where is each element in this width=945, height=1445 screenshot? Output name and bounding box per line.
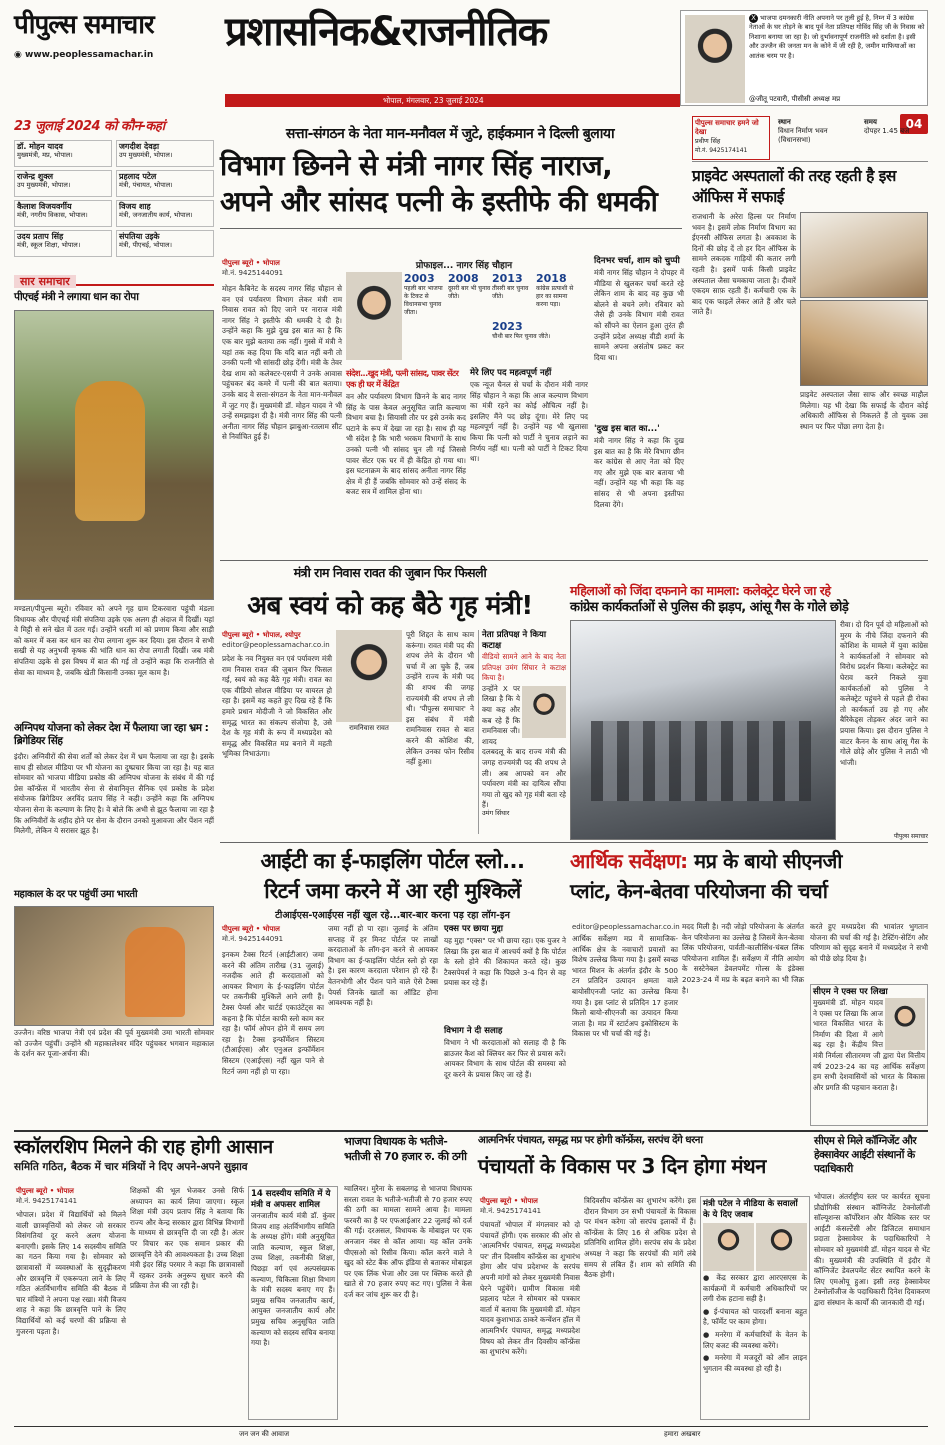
efiling-headline-2: रिटर्न जमा करने में आ रही मुश्किलें — [264, 879, 521, 903]
lead-bureau: पीपुल्स ब्यूरो • भोपाल — [222, 259, 280, 267]
who-where-role: मंत्री, पंचायत, भोपाल। — [119, 181, 173, 189]
milestone-item — [492, 272, 536, 318]
qa-item-text: मनरेगा में मजदूरों को ऑन लाइन भुगतान की व्यवस्था हो रही है। — [703, 1353, 807, 1373]
milestone-text: कांग्रेस प्रत्याशी से हार का सामना करना पड़ा। — [536, 285, 574, 308]
lead-byline — [222, 258, 342, 278]
office-mobile: मो.नं. 9425174141 — [695, 147, 748, 154]
paper-logo: पीपुल्स समाचार — [14, 10, 154, 40]
committee-head: 14 सदस्यीय समिति में ये मंत्री व अफसर शामिल — [251, 1189, 331, 1210]
lead-body: मोहन कैबिनेट के सदस्य नागर सिंह चौहान से वन एवं पर्यावरण विभाग लेकर मंत्री राम निवास रावत को दिए जाने पर नाराज मंत्री नागर सिंह ने इस्तीफे की धमकी दे दी है। उन्होंने कहा कि मुझे दुख इस बात का है कि एक बार मुझे बताया तक नहीं। गुस्से में मंत्री ने यहां तक कह दिया कि यदि बात नहीं बनी तो उनकी पत्नी भी सांसदी छोड़ देंगी। मंत्री के तेवर देख शाम को कलेक्टर-एसपी ने उनके आवास पहुंचकर बंद कमरे में पत्नी की बात बताया। उनके बाद वे सत्ता-संगठन के नेता मान-मनौवल में जुट गए हैं। मुख्यमंत्री डॉ. मोहन यादव ने भी उन्हें समझाइश दी है। मंत्री नागर सिंह की पत्नी अनीता नागर सिंह चौहान झाबुआ-रतलाम सीट से निर्वाचित हुई हैं। — [222, 284, 342, 442]
efiling-body: इनकम टैक्स रिटर्न (आईटीआर) जमा करने की अंतिम तारीख (31 जुलाई) नजदीक आते ही करदाताओं को आयकर विभाग के ई-फाइलिंग पोर्टल पर तकनीकी मुश्किलें आने लगी हैं। टैक्स पेयर्स और चार्टर्ड एकाउंटेंट्स का कहना है कि पोर्टल काफी स्लो काम कर रहा है। फॉर्म ओपन होने में समय लग रहा है। टैक्स इन्फॉर्मेशन सिस्टम (टीआईएस) और एनुअल इन्फॉर्मेशन सिस्टम (एआईएस) नहीं खुल पाने से रिटर्न जमा नहीं हो पा रहा। — [222, 950, 324, 1076]
qa-item — [703, 1273, 807, 1305]
who-where-title: 23 जुलाई 2024 को कौन-कहां — [14, 119, 165, 134]
din-head: दिनभर चर्चा, शाम को चुप्पी — [594, 256, 680, 266]
patel-qa-box — [700, 1196, 810, 1420]
milestone-item — [448, 272, 492, 318]
office-photo-2 — [800, 300, 928, 386]
survey-body: आर्थिक सर्वेक्षण मप्र में सामाजिक-आर्थिक क्षेत्र के नवाचारों प्रयासों का विशेष उल्लेख किया गया है। इसमें स्वच्छ भारत मिशन के अंतर्गत इंदौर के 500 टन प्रतिदिन उत्पादन क्षमता वाले बायोसीएनजी प्लांट का उल्लेख किया गया है। इस प्लांट से प्रतिदिन 17 हजार किलो बायो-सीएनजी का उत्पादन किया जाता है। मप्र में स्टार्टअप इकोसिस्टम के विकास पर भी चर्चा की गई है। — [572, 934, 678, 1039]
lead-mobile: मो.नं. 9425144091 — [222, 269, 284, 277]
rawat-body: प्रदेश के नव नियुक्त वन एवं पर्यावरण मंत्री राम निवास रावत की जुबान फिर फिसल गई, स्वयं को कह बैठे गृह मंत्री। रावत का एक वीडियो सोशल मीडिया पर वायरल हो रहा है। इसमें वह कहते हुए दिख रहे हैं कि हमारे प्रधान मोदीजी ने जो विकसित और समृद्ध भारत का संकल्प संजोया है, उसे देश के गृह मंत्री के रूप में मध्यप्रदेश को समृद्ध और विकसित मप्र बनाने में महती भूमिका निभाऊंगा। — [222, 654, 332, 759]
who-where-name: जगदीश देवड़ा — [119, 142, 160, 151]
saar-headline: पीएचई मंत्री ने लगाया धान का रोपा — [14, 291, 139, 303]
umang-photo — [522, 686, 566, 738]
hexaware-body: भोपाल। अंतर्राष्ट्रीय स्तर पर कार्यरत सूचना प्रौद्योगिकी संस्थान कॉग्निजेंट टेक्नोलॉजी सॉल्यूशन्स कॉर्पोरेशन और वैश्विक स्तर पर आईटी कंसल्टेंसी और डिजिटल समाधान प्रदाता हेक्सावेयर के पदाधिकारियों ने सोमवार को मुख्यमंत्री डॉ. मोहन यादव से भेंट की। मुख्यमंत्री की उपस्थिति में इंदौर में कॉग्निजेंट डेवलपमेंट सेंटर स्थापित करने के लिए एमओयू हुआ। इसी तरह हेक्सावेयर टेक्नोलॉजीज के पदाधिकारी दिनेश दिवाकरण द्वारा संस्थान के कार्यों की जानकारी दी गई। — [814, 1192, 930, 1307]
patel-photo — [703, 1223, 754, 1271]
vibhag-body: विभाग ने भी करदाताओं को सलाह दी है कि ब्राउजर कैश को क्लियर कर फिर से प्रयास करें। आयकर विभाग के साथ पोर्टल की समस्या को दूर करने के प्रयास किए जा रहे हैं। — [444, 1038, 566, 1079]
press-photo — [756, 1223, 807, 1271]
buried-body: रीवा। दो दिन पूर्व दो महिलाओं को मुरम के नीचे जिंदा दफनाने की कोशिश के मामले में युवा कांग्रेस ने कार्यकर्ताओं ने सोमवार को विरोध प्रदर्शन किया। कलेक्ट्रेट का घेराव करने निकले युवा कार्यकर्ताओं को पुलिस ने कलेक्ट्रेट पहुंचने से पहले ही रोका तो कार्यकर्ता उग्र हो गए और बैरिकेड्स तोड़कर अंदर जाने का प्रयास किया। इस दौरान पुलिस ने वाटर कैनन के साथ आंसू गैस के गोले छोड़े और पुलिस ने लाठी भी भांजी। — [840, 620, 928, 767]
who-where-item — [14, 230, 112, 257]
who-where-role: उप मुख्यमंत्री, भोपाल। — [17, 181, 71, 189]
woman-figure — [75, 381, 145, 521]
qa-item-text: केंद्र सरकार द्वारा आरएसएस के कार्यक्रमों में कर्मचारी अधिकारियों पर लगी रोक हटाना सही है। — [703, 1273, 807, 1304]
who-where-role: मंत्री, स्कूल शिक्षा, भोपाल। — [17, 241, 81, 249]
committee-box — [248, 1186, 338, 1420]
who-where-name: उदय प्रताप सिंह — [17, 232, 64, 241]
lead-headline-2: अपने और सांसद पत्नी के इस्तीफे की धमकी — [220, 185, 658, 218]
panchayat-bureau: पीपुल्स ब्यूरो • भोपाल — [480, 1197, 538, 1205]
milestone-year: 2013 — [492, 272, 523, 285]
office-caption: प्राइवेट अस्पताल जैसा साफ और स्वच्छ माहौल मिलेगा। यह भी देखा कि सफाई के दौरान कोई अधिकारी ऑफिस से निकलते हैं तो युवक उस स्थान पर फिर पोंछा लगा देता है। — [800, 390, 928, 431]
scholarship-deck: समिति गठित, बैठक में चार मंत्रियों ने दिए अपने-अपने सुझाव — [14, 1161, 248, 1173]
office-headline: प्राइवेट अस्पतालों की तरह रहती है इस ऑफिस में सफाई — [692, 167, 896, 206]
who-where-item — [116, 230, 214, 257]
office-badge — [692, 116, 770, 160]
who-where-grid — [14, 140, 214, 257]
office-header — [692, 116, 928, 162]
bullet-icon: ● — [703, 1329, 716, 1339]
who-where-item — [116, 170, 214, 197]
leader-photo — [685, 15, 745, 103]
mahakal-headline: महाकाल के दर पर पहुंचीं उमा भारती — [14, 889, 138, 900]
milestone-text: दूसरी बार भी चुनाव जीते। — [448, 285, 491, 300]
who-where-name: डॉ. मोहन यादव — [17, 142, 63, 151]
uma-figure — [125, 927, 185, 1017]
time-label: समय — [864, 118, 877, 126]
sandesh-body: वन और पर्यावरण विभाग छिनने के बाद नागर सिंह के पास केवल अनुसूचित जाति कल्याण विभाग बचा है। सियासी तौर पर इसे उनके कद घटाने के रूप में देखा जा रहा है। साथ ही यह भी संदेश है कि भारी भरकम विभागों के साथ उनको पत्नी भी सांसद चुन ली गई जिससे पावर सेंटर एक घर में ही केंद्रित हो गया था। इस घटनाक्रम के बाद सांसद अनीता नागर सिंह क्षेत्र में ही हैं जबकि सोमवार को उन्हें संसद के बजट सत्र में शामिल होना था। — [346, 392, 466, 497]
agniveer-headline: अग्निपथ योजना को लेकर देश में फैलाया जा रहा भ्रम : ब्रिगेडियर सिंह — [14, 722, 209, 747]
rawat-headline: अब स्वयं को कह बैठे गृह मंत्री! — [247, 591, 533, 621]
qa-item — [703, 1307, 807, 1328]
cm-x-box — [810, 984, 928, 1126]
who-where-role: मंत्री, जनजातीय कार्य, भोपाल। — [119, 211, 193, 219]
milestone-item — [536, 272, 580, 318]
dukh-head: 'दुख इस बात का...' — [594, 424, 660, 434]
who-where-role: मंत्री, पीएचई, भोपाल। — [119, 241, 172, 249]
efiling-deck: टीआईएस-एआईएस नहीं खुल रहे...बार-बार करना पड़ रहा लॉग-इन — [275, 910, 510, 921]
saar-label-bar — [14, 270, 214, 286]
katakash-box — [478, 630, 566, 834]
qa-item-text: ई-पंचायत को पारदर्शी बनाना बहुत है, फॉर्मेट पर काम होगा। — [703, 1306, 807, 1327]
rawat-photo-caption: रामनिवास रावत — [349, 724, 389, 732]
saar-body: मण्डला/पीपुल्स ब्यूरो। रविवार को अपने गृह ग्राम टिकरवारा पहुंची मंडला विधायक और पीएचई मंत्री संपतिया उइके एक अलग ही अंदाज में दिखीं। यहां वे मिट्टी से सने खेत में उतर गईं। उन्होंने धरती मां को प्रणाम किया और साड़ी को कमर में कस कर धान का रोपा लगाना शुरू कर दिया। इस दौरान वे सभी सखी से यह अनुभवी कृषक की भांति धान का रोपा लगाती दिखीं। जब मंत्री संपतिया उइके से इस विषय में बात की गई तो उन्होंने कहा कि राजनीति से सेवा का माध्यम है, जबकि खेती किसानी उनका मूल काम है। — [14, 604, 214, 677]
milestone-text: पहली बार भाजपा के टिकट से विधानसभा चुनाव जीता। — [404, 285, 443, 316]
milestone-year: 2023 — [492, 320, 523, 333]
umang-caption: उमंग सिंघार — [482, 808, 510, 817]
site-url[interactable]: www.peoplessamachar.in — [25, 50, 154, 60]
rawat-kicker: मंत्री राम निवास रावत की जुबान फिर फिसली — [293, 565, 487, 580]
patel-qa-head: मंत्री पटेल ने मीडिया के सवालों के ये दिए जवाब — [703, 1199, 798, 1220]
qa-item — [703, 1330, 807, 1351]
who-where-item — [116, 200, 214, 227]
buried-kicker: महिलाओं को जिंदा दफनाने का मामला: कलेक्ट्रेट घेरने जा रहे — [570, 583, 831, 598]
agniveer-body: इंदौर। अग्निवीरों की सेवा शर्तों को लेकर देश में भ्रम फैलाया जा रहा है। इसके साथ ही सोशल मीडिया पर भी योजना का दुष्प्रचार किया जा रहा है। यह बात सोमवार को भाजपा मीडिया प्रकोष्ठ की अग्निपथ योजना के संबंध में की गई प्रेस कॉन्फ्रेंस में भारतीय सेना से सेवानिवृत्त सैनिक एवं प्रकोष्ठ के प्रदेश संयोजक ब्रिगेडियर अरविंद प्रताप सिंह ने कही। उन्होंने कहा कि अग्निपथ योजना सेना के कल्याण के लिए है। वे बोले कि अभी से झूठ फैलाया जा रहा है कि अग्निवीरों के शहीद होने पर सेना के दौरान उनको मुआवजा और पेंशन नहीं मिलेगी, लेकिन ये सरासर झूठ है। — [14, 752, 214, 836]
lead-kicker: सत्ता-संगठन के नेता मान-मनौवल में जुटे, हाईकमान ने दिल्ली बुलाया — [285, 126, 615, 142]
cm-x-body: मुख्यमंत्री डॉ. मोहन यादव ने एक्स पर लिखा कि आज भारत विकसित भारत के निर्माण की दिशा में आगे बढ़ रहा है। केंद्रीय वित्त मंत्री निर्मला सीतारमण जी द्वारा पेश वित्तीय वर्ष 2023-24 का यह आर्थिक सर्वेक्षण हम सभी देशवासियों को भारत के विकास और प्रगति की पहचान कराता है। — [813, 998, 925, 1092]
qa-item-text: मनरेगा में कर्मचारियों के वेतन के लिए बजट की व्यवस्था करेंगे। — [703, 1329, 807, 1350]
survey-title-line — [570, 846, 930, 876]
office-photo-1 — [800, 212, 928, 298]
panchayat-body: पंचायतों भोपाल में मंगलवार को दो पंचायतें होंगी। एक सरकार की ओर से 'आत्मनिर्भर पंचायत, समृद्ध मध्यप्रदेश पर' तीन दिवसीय कॉन्फ्रेंस का शुभारंभ होगा और पांच प्रदेशभर के सरपंच अपनी मांगों को लेकर मुख्यमंत्री निवास घेरने पहुंचेंगे। ग्रामीण विकास मंत्री प्रहलाद पटेल ने सोमवार को पत्रकार वार्ता में बताया कि मुख्यमंत्री डॉ. मोहन यादव कुशाभाऊ ठाकरे कन्वेंशन हॉल में आत्मनिर्भर पंचायत, समृद्ध मध्यप्रदेश विषय को लेकर तीन दिवसीय कॉन्फ्रेंस का शुभारंभ करेंगे। — [480, 1220, 580, 1357]
section-title: प्रशासनिक&राजनीतिक — [225, 9, 547, 55]
who-where-box — [14, 118, 214, 266]
survey-body-3: करते हुए मध्यप्रदेश की भावांतर भुगतान योजना की चर्चा की गई है। टेस्टिंग-सेटिंग और परिणाम को सुदृढ़ बनाने में मध्यप्रदेश ने सभी को पीछे छोड़ दिया है। — [810, 922, 928, 963]
who-where-name: विजय शाह — [119, 202, 151, 211]
mahakal-photo — [14, 906, 214, 1026]
cm-photo — [885, 998, 925, 1050]
cm-x-head: सीएम ने एक्स पर लिखा — [813, 987, 888, 997]
dateline: भोपाल, मंगलवार, 23 जुलाई 2024 — [225, 94, 680, 107]
fraud-body: ग्वालियर। मुरैना के सबलगढ़ से भाजपा विधायक सरला रावत के भतीजे-भतीजी से 70 हजार रुपए की ठगी का मामला सामने आया है। मामला फरवरी का है पर एफआईआर 22 जुलाई को दर्ज की गई। दरअसल, विधायक के मोबाइल पर एक अनजान नंबर से कॉल आया। यह कॉल उनके पीएसओ को रिसीव किया। कॉल करने वाले ने खुद को स्टेट बैंक ऑफ इंडिया से बताकर मोबाइल पर एक लिंक भेजा और उस पर क्लिक करते ही खाते से 70 हजार रुपए कट गए। पुलिस ने केस दर्ज कर जांच शुरू कर दी है। — [344, 1184, 472, 1299]
office-body: राजधानी के अरेरा हिल्स पर निर्माण भवन है। इसमें लोक निर्माण विभाग का ईएनसी ऑफिस लगता है। अवकाश के दिनों की छोड़ दें तो हर दिन ऑफिस के सामने लकदक गाड़ियों की कतार लगी रहती है। इसमें पार्क किसी प्राइवेट अस्पताल जैसा चमकाया जाता है। दीवारें एकदम साफ़ रहती हैं। कर्मचारी एक के बाद एक फाइलें लेकर आते हैं और चले जाते हैं। — [692, 212, 796, 317]
profile-title: प्रोफाइल... नागर सिंह चौहान — [415, 261, 513, 271]
nagar-singh-photo — [346, 272, 402, 360]
efiling-bureau: पीपुल्स ब्यूरो • भोपाल — [222, 925, 280, 933]
milestone-year: 2003 — [404, 272, 435, 285]
paddy-photo — [14, 310, 214, 600]
bullet-icon: ● — [703, 1273, 717, 1282]
survey-body-2: मदद मिली है। नदी जोड़ो परियोजना के अंतर्गत केन परियोजना का उल्लेख है जिसमें केन-बेतवा लिंक परियोजना, पार्वती-कालीसिंध-चंबल लिंक परियोजना शामिल हैं। सर्वेक्षण में नीति आयोग के सस्टेनेबल डेवलपमेंट गोल्स के इंडेक्स 2023-24 में मप्र के बढ़त बनाने का भी जिक्र है। — [682, 922, 804, 995]
bullet-icon: ● — [703, 1353, 715, 1363]
place-label: स्थान — [778, 118, 791, 126]
milestone-year: 2008 — [448, 272, 479, 285]
vibhag-head: विभाग ने दी सलाह — [444, 1026, 503, 1036]
who-where-item — [14, 140, 112, 167]
rawat-bureau: पीपुल्स ब्यूरो • भोपाल, श्योपुर — [222, 631, 301, 639]
efiling-x-head: एक्स पर छाया मुद्दा — [444, 924, 503, 934]
who-where-name: कैलाश विजयवर्गीय — [17, 202, 72, 211]
who-where-name: संपतिया उइके — [119, 232, 160, 241]
office-badge-sub: प्रवीण सिंह — [695, 137, 721, 145]
lead-headline-1: विभाग छिनने से मंत्री नागर सिंह नाराज, — [220, 149, 613, 182]
place-value: विधान निर्माण भवन (विधानसभा) — [778, 127, 828, 144]
tweet-text: भाजपा दमनकारी नीति अपनाने पर तुली हुई है, निम्न में 3 कांग्रेस नेताओं के घर तोड़ने के बाद पूर्व नेता प्रतिपक्ष गोविंद सिंह जी के निवास को निशाना बनाया जा रहा है। जो दुर्भावनापूर्ण राजनीति को दर्शाता है। इसी और उज्जैन की जनता मन के कोने में जी रही है, जमीन माफियाओं का आतंक चरम पर है। — [749, 14, 925, 60]
efiling-x-body: यह मुद्दा "एक्स" पर भी छाया रहा। एक युजर ने लिखा कि इस बात में आश्चर्य क्यों है कि पोर्टल के स्लो होने की शिकायत करते रहे। कुछ टैक्सपेयर्स ने कहा कि पिछले 3-4 दिन से वह प्रयास कर रहे हैं। — [444, 936, 566, 988]
crowd-figures — [591, 721, 811, 801]
rawat-email: editor@peoplessamachar.co.in — [222, 641, 330, 649]
office-badge-text: पीपुल्स समाचार हमने जो देखा — [695, 119, 759, 136]
panchayat-kicker: आत्मनिर्भर पंचायत, समृद्ध मप्र पर होगी कॉन्फ्रेंस, सरपंच देंगे धरना — [478, 1135, 703, 1146]
footer-right: हमारा अखबार — [664, 1430, 701, 1438]
milestone-text: चौथी बार फिर चुनाव जीते। — [492, 333, 551, 340]
time-value: दोपहर 1.45 बजे — [864, 127, 910, 135]
who-where-name: राजेन्द्र शुक्ल — [17, 172, 54, 181]
who-where-role: मुख्यमंत्री, मप्र, भोपाल। — [17, 151, 73, 159]
buried-credit: पीपुल्स समाचार — [893, 833, 928, 840]
mere-head: मेरे लिए पद महत्वपूर्ण नहीं — [470, 368, 552, 378]
committee-body: जनजातीय कार्य मंत्री डॉ. कुंवर विजय शाह अंतर्विभागीय समिति के अध्यक्ष होंगे। मंत्री अनुसूचित जाति कल्याण, स्कूल शिक्षा, उच्च शिक्षा, तकनीकी शिक्षा, पिछड़ा वर्ग एवं अल्पसंख्यक कल्याण, चिकित्सा शिक्षा विभाग के मंत्री सदस्य बनाए गए हैं। प्रमुख सचिव जनजातीय कार्य, आयुक्त जनजातीय कार्य और प्रमुख सचिव अनुसूचित जाति कल्याण को सदस्य सचिव बनाया गया है। — [251, 1211, 335, 1348]
survey-email: editor@peoplessamachar.co.in — [572, 923, 680, 931]
survey-label: आर्थिक सर्वेक्षण: — [570, 849, 688, 873]
who-where-role: उप मुख्यमंत्री, भोपाल। — [119, 151, 173, 159]
tweet-box — [680, 10, 928, 106]
milestone-text: तीसरी बार चुनाव जीते। — [492, 285, 529, 300]
survey-headline-2: प्लांट, केन-बेतवा परियोजना की चर्चा — [570, 879, 828, 903]
efiling-mobile: मो.नं. 9425144091 — [222, 935, 284, 943]
scholarship-bureau: पीपुल्स ब्यूरो • भोपाल — [16, 1187, 74, 1195]
masthead-logo — [14, 8, 214, 58]
dukh-body: मंत्री नागर सिंह ने कहा कि दुख इस बात का है कि मेरे विभाग छीन कर कांग्रेस से आए नेता को दिए गए और मुझे एक बार बताया भी नहीं। उन्होंने यह भी कहा कि वह सांसद से भी अपना इस्तीफा दिलवा देंगे। — [594, 436, 684, 509]
hexaware-headline: सीएम से मिले कॉग्निजेंट और हेक्सावेयर आईटी संस्थानों के पदाधिकारी — [814, 1135, 917, 1175]
tweet-author: @जीतू पटवारी, पीसीसी अध्यक्ष मप्र — [749, 95, 841, 103]
page-number: 04 — [900, 114, 928, 134]
who-where-role: मंत्री, नगरीय विकास, भोपाल। — [17, 211, 88, 219]
footer-left: जन जन की आवाज — [239, 1430, 290, 1438]
katakash-body: उन्होंने X पर लिखा है कि ये क्या कह और कब रहे हैं कि रामनिवास जी। शायद दलबदलू के बाद राज्य मंत्री की जगह राज्यमंत्री पद की शपथ ले ली। अब आपको वन और पर्यावरण मंत्री का दायित्व सौंपा गया तो खुद को गृह मंत्री बता रहे हैं। — [482, 683, 566, 810]
profile-milestones — [404, 272, 584, 366]
buried-headline: कांग्रेस कार्यकर्ताओं से पुलिस की झड़प, आंसू गैस के गोले छोड़े — [570, 600, 849, 615]
katakash-headline: नेता प्रतिपक्ष ने किया कटाक्ष — [482, 630, 547, 651]
saar-label: सार समाचार — [14, 275, 76, 288]
who-where-name: प्रहलाद पटेल — [119, 172, 157, 181]
milestone-item — [492, 320, 580, 366]
bullet-icon: ● — [703, 1306, 714, 1316]
mere-body: एक न्यूज चैनल से चर्चा के दौरान मंत्री नागर सिंह चौहान ने कहा कि आज कल्याण विभाग का मंत्री रहने का कोई औचित्य नहीं है। इसलिए मैंने पद छोड़ दूंगा। मेरे लिए पद महत्वपूर्ण नहीं है। उन्होंने यह भी खुलासा किया कि पत्नी को पार्टी ने चुनाव लड़ाने का निर्णय नहीं था। पत्नी को पार्टी ने टिकट दिया था। — [470, 380, 588, 464]
mahakal-body: उज्जैन। वरिष्ठ भाजपा नेत्री एवं प्रदेश की पूर्व मुख्यमंत्री उमा भारती सोमवार को उज्जैन पहुंचीं। उन्होंने श्री महाकालेश्वर मंदिर पहुंचकर भगवान महाकाल के दर्शन कर पूजा-अर्चना की। — [14, 1028, 214, 1059]
efiling-body-2: जमा नहीं हो पा रहा। जुलाई के अंतिम सप्ताह में हर मिनट पोर्टल पर लाखों करदाताओं के लॉग-इन करने से आयकर विभाग का ई-फाइलिंग पोर्टल स्लो हो रहा है। इस कारण करदाता परेशान हो रहे हैं। वेतनभोगी और पेंशन पाने वाले ऐसे टैक्स पेयर्स जिनके खातों का ऑडिट होना आवश्यक नहीं है। — [328, 924, 438, 1008]
panchayat-body-2: त्रिदिवसीय कॉन्फ्रेंस का शुभारंभ करेंगे। इस दौरान विभाग उन सभी पंचायतों के विकास पर मंथन करेगा जो सरपंच इलाकों में हैं। कॉन्फ्रेंस के लिए 16 से अधिक प्रदेश से प्रतिनिधि शामिल होंगे। सरपंच संघ के प्रदेश अध्यक्ष ने कहा कि सरपंचों की मांगें लंबे समय से लंबित हैं। शाम को समिति की बैठक होगी। — [584, 1196, 696, 1280]
who-where-item — [14, 200, 112, 227]
panchayat-headline: पंचायतों के विकास पर 3 दिन होगा मंथन — [478, 1154, 766, 1178]
efiling-headline-1: आईटी का ई-फाइलिंग पोर्टल स्लो... — [260, 849, 525, 873]
milestone-year: 2018 — [536, 272, 567, 285]
sandesh-head: संदेश...खुद मंत्री, पत्नी सांसद, पावर सेंटर एक ही घर में केंद्रित — [346, 368, 459, 389]
panchayat-mobile: मो.नं. 9425174141 — [480, 1207, 542, 1215]
footer — [14, 1426, 928, 1440]
katakash-sub: वीडियो सामने आने के बाद नेता प्रतिपक्ष उमंग सिंघार ने कटाक्ष किया है। — [482, 652, 566, 683]
scholarship-headline: स्कॉलरशिप मिलने की राह होगी आसान — [14, 1136, 273, 1158]
who-where-item — [14, 170, 112, 197]
x-logo-icon: X — [749, 14, 758, 23]
who-where-item — [116, 140, 214, 167]
patel-qa-list — [703, 1273, 807, 1409]
survey-headline-1: मप्र के बायो सीएनजी — [694, 849, 842, 873]
scholarship-mobile: मो.नं. 9425174141 — [16, 1197, 78, 1205]
din-body: मंत्री नागर सिंह चौहान ने दोपहर में मीडिया से खुलकर चर्चा करते रहे लेकिन शाम के बाद वह कुछ भी बोलने से बचने लगे। रविवार को जैसे ही उनके विभाग मंत्री रावत को सौंपने का ऐलान हुआ तुरंत ही उन्होंने प्रदेश अध्यक्ष वीडी शर्मा के सामने अपना असंतोष प्रकट कर दिया था। — [594, 268, 684, 362]
globe-icon: ◉ — [14, 50, 22, 60]
scholarship-body-2: शिक्षकों की भूल भेजकर उनसे सिर्फ अध्यापन का कार्य लिया जाएगा। स्कूल शिक्षा मंत्री उदय प्रताप सिंह ने बताया कि राज्य और केन्द्र सरकार द्वारा विभिन्न विभागों के माध्यम से छात्रवृत्ति दी जा रही है। अंतर पर विचार कर एक समान प्रकार की छात्रवृत्ति देने की आवश्यकता है। उच्च शिक्षा मंत्री इंदर सिंह परमार ने कहा कि छात्रावासों में रहकर उनके अनुरूप सुधार करने की प्रक्रिया तेज की जा रही है। — [130, 1186, 244, 1291]
milestone-item — [404, 272, 448, 318]
protest-photo — [570, 620, 836, 840]
qa-item — [703, 1353, 807, 1374]
rawat-body-2: पूरी शिद्दत के साथ काम करूंगा। रावत मंत्री पद की शपथ लेने के दौरान भी चर्चा में आ चुके हैं, जब उन्होंने राज्य के मंत्री पद की शपथ की जगह राज्यमंत्री की शपथ ले ली थी। 'पीपुल्स समाचार' ने इस संबंध में मंत्री रामनिवास रावत से बात करने की कोशिश की, लेकिन उनका फोन रिसीव नहीं हुआ। — [406, 630, 474, 767]
rawat-photo — [336, 630, 402, 722]
scholarship-body: भोपाल। प्रदेश में विद्यार्थियों को मिलने वाली छात्रवृत्तियों को लेकर जो सरकार विसंगतियां दूर करने अलग योजना बनाएगी। इसके लिए 14 सदस्यीय समिति का गठन किया गया है। सोमवार को छात्रावासों में व्यवस्थाओं के सुदृढ़ीकरण और छात्रवृत्ति में एकरूपता लाने के लिए गठित अंतर्विभागीय समिति की बैठक में चार मंत्रियों ने अपना पक्ष रखा। मंत्री विजय शाह ने कहा कि छात्रवृत्ति पाने के लिए विद्यार्थियों को कई चरणों की प्रक्रिया से गुजरना पड़ता है। — [16, 1210, 126, 1336]
fraud-headline: भाजपा विधायक के भतीजे-भतीजी से 70 हजार रु. की ठगी — [344, 1135, 467, 1163]
